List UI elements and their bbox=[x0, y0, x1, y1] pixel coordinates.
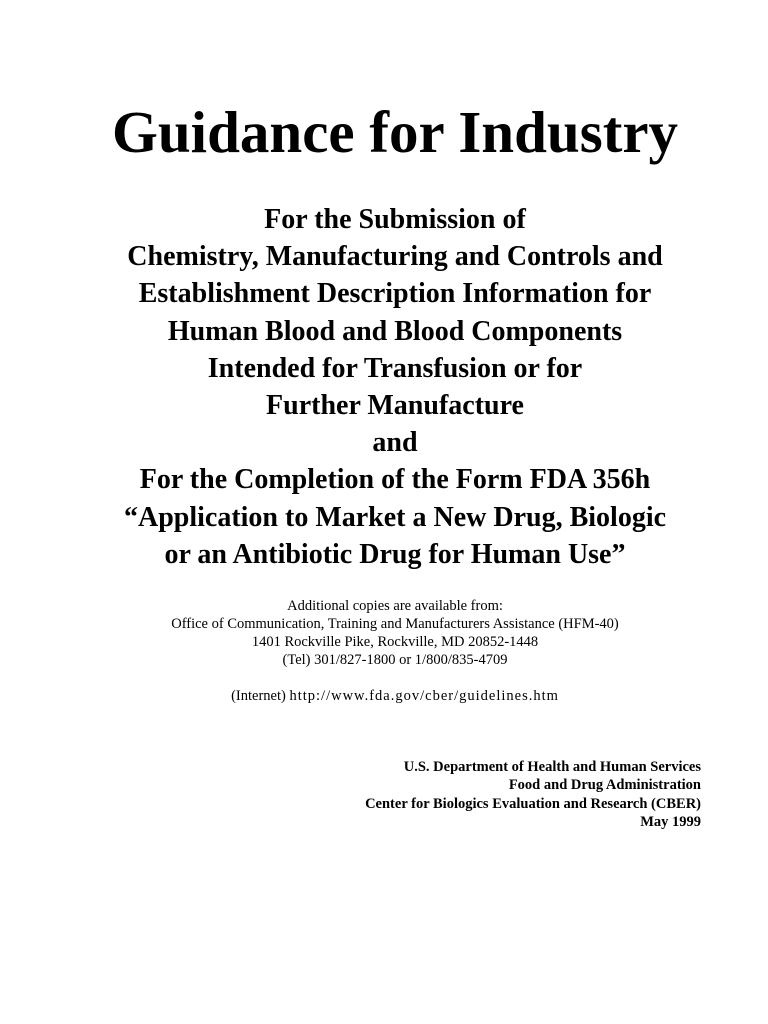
contact-intro: Additional copies are available from: bbox=[287, 598, 503, 614]
subtitle-line: or an Antibiotic Drug for Human Use” bbox=[164, 538, 626, 570]
contact-address: 1401 Rockville Pike, Rockville, MD 20852-1448 bbox=[251, 634, 539, 650]
agency-department: U.S. Department of Health and Human Services bbox=[403, 759, 701, 775]
document-subtitle bbox=[0, 201, 768, 573]
internet-url: http://www.fda.gov/cber/guidelines.htm bbox=[289, 688, 559, 704]
contact-info bbox=[0, 597, 768, 669]
subtitle-line: and bbox=[372, 427, 418, 459]
contact-phone: (Tel) 301/827-1800 or 1/800/835-4709 bbox=[282, 652, 508, 668]
subtitle-line: Chemistry, Manufacturing and Controls and bbox=[127, 241, 663, 273]
agency-administration: Food and Drug Administration bbox=[508, 777, 701, 794]
internet-label: (Internet) bbox=[231, 688, 286, 704]
subtitle-line: Intended for Transfusion or for bbox=[207, 352, 583, 384]
subtitle-line: For the Completion of the Form FDA 356h bbox=[139, 464, 651, 496]
agency-center: Center for Biologics Evaluation and Research (CBER) bbox=[365, 795, 701, 812]
subtitle-line: For the Submission of bbox=[264, 204, 526, 235]
subtitle-line: “Application to Market a New Drug, Biologic bbox=[123, 501, 667, 533]
contact-internet bbox=[0, 687, 768, 705]
agency-info bbox=[365, 758, 701, 831]
contact-office: Office of Communication, Training and Manufacturers Assistance (HFM-40) bbox=[171, 616, 619, 632]
document-title: Guidance for Industry bbox=[111, 99, 679, 165]
subtitle-line: Further Manufacture bbox=[266, 390, 524, 422]
publication-date: May 1999 bbox=[640, 813, 701, 830]
subtitle-line: Human Blood and Blood Components bbox=[167, 315, 623, 347]
subtitle-line: Establishment Description Information for bbox=[138, 278, 652, 310]
